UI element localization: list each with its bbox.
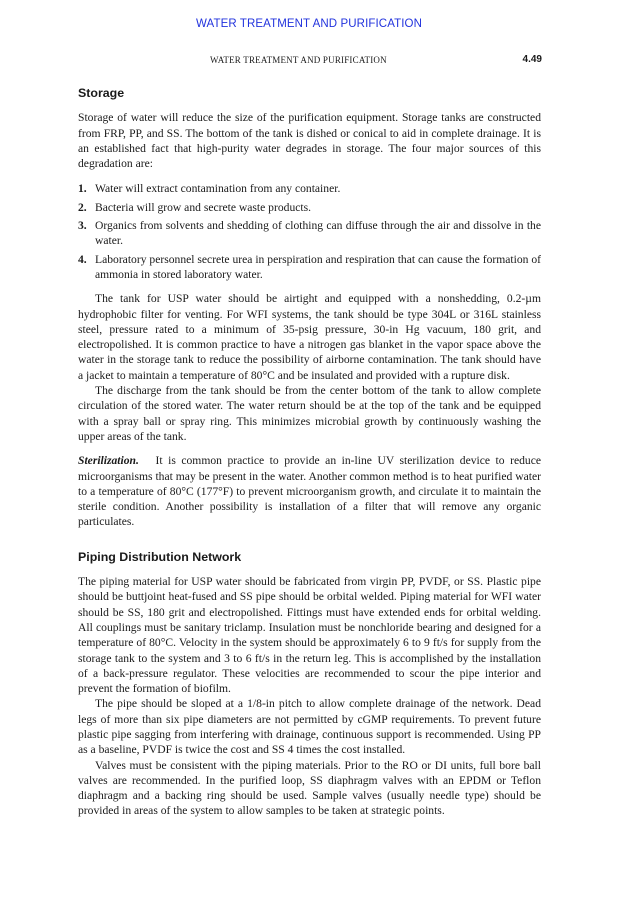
valves-paragraph: Valves must be consistent with the piping materials. Prior to the RO or DI units, full bore ball valves are recommended. In the purified loop, SS diaphragm valves with an EPDM or Teflon diaphragm and a backing ring should be used. Sample valves (usually needle type) should be provided in areas of the system to allow samples to be taken at strategic points. [78, 758, 541, 818]
pipe-slope-paragraph: The pipe should be sloped at a 1/8-in pitch to allow complete drainage of the network. Dead legs of more than six pipe diameters are not permitted by cGMP requirements. To prevent future plastic pipe sagging from interfering with drainage, continuous support is recommended. Using PP as a baseline, PVDF is twice the cost and SS 4 times the cost installed. [78, 697, 541, 757]
section-heading-storage: Storage [78, 86, 125, 100]
list-item-number: 1. [78, 182, 87, 196]
piping-material-paragraph: The piping material for USP water should be fabricated from virgin PP, PVDF, or SS. Plastic pipe should be buttjoint heat-fused and SS pipe should be orbital welded. Piping material for WFI water should be SS, 180 grit and electropolished. Fittings must have extended ends for orbital welding. All couplings must be sanitary triclamp. Insulation must be nonchloride bearing and designed for a temperature of 80°C. Velocity in the system should be approximately 6 to 9 ft/s for supply from the storage tank to the system and 3 to 6 ft/s in the return leg. This is accomplished by the installation of a back-pressure regulator. These velocities are recommended to scour the pipe interior and prevent the formation of biofilm. [78, 575, 541, 696]
degradation-sources-list [78, 181, 541, 282]
section-heading-piping: Piping Distribution Network [78, 549, 242, 564]
list-item [78, 181, 541, 196]
list-item-text: Laboratory personnel secrete urea in perspiration and respiration that can cause the formation of ammonia in stored laboratory water. [95, 252, 541, 281]
running-head: WATER TREATMENT AND PURIFICATION [210, 55, 387, 65]
list-item [78, 218, 541, 249]
document-banner: WATER TREATMENT AND PURIFICATION [196, 18, 422, 30]
sterilization-text: It is common practice to provide an in-line UV sterilization device to reduce microorganisms that may be present in the water. Another common method is to heat purified water to a temperature of 80°C (177°F) to prevent microorganism growth, and circulate it to maintain the sterile condition. Another possibility is installation of a filter that will remove any organic particulates. [78, 454, 541, 529]
tank-requirements-paragraph: The tank for USP water should be airtight and equipped with a nonshedding, 0.2-µm hydrophobic filter for venting. For WFI systems, the tank should be type 304L or 316L stainless steel, pressure rated to a minimum of 35-psig pressure, 30-in Hg vacuum, 180 grit, and electropolished. It is common practice to have a nitrogen gas blanket in the vapor space above the water in the storage tank to reduce the possibility of airborne contamination. The tank should have a jacket to maintain a temperature of 80°C and be insulated and provided with a rupture disk. [78, 292, 541, 382]
list-item [78, 252, 541, 283]
list-item-number: 3. [78, 219, 87, 233]
storage-intro-paragraph: Storage of water will reduce the size of the purification equipment. Storage tanks are constructed from FRP, PP, and SS. The bottom of the tank is dished or conical to aid in complete drainage. It is an established fact that high-purity water degrades in storage. The four major sources of this degradation are: [78, 111, 541, 171]
list-item-text: Water will extract contamination from any container. [95, 182, 341, 196]
list-item-text: Organics from solvents and shedding of clothing can diffuse through the air and dissolve in the water. [95, 219, 541, 248]
list-item-text: Bacteria will grow and secrete waste products. [95, 200, 312, 214]
list-item-number: 2. [78, 200, 87, 214]
sterilization-paragraph [78, 453, 541, 529]
sterilization-run-in-heading: Sterilization. [78, 454, 139, 468]
list-item-number: 4. [78, 252, 87, 266]
page-number: 4.49 [522, 54, 542, 65]
list-item [78, 200, 541, 215]
tank-discharge-paragraph: The discharge from the tank should be from the center bottom of the tank to allow complete circulation of the stored water. The water return should be at the top of the tank and be equipped with a spray ball or spray ring. This minimizes microbial growth by continuously washing the upper areas of the tank. [78, 384, 541, 443]
page-body [78, 86, 541, 819]
